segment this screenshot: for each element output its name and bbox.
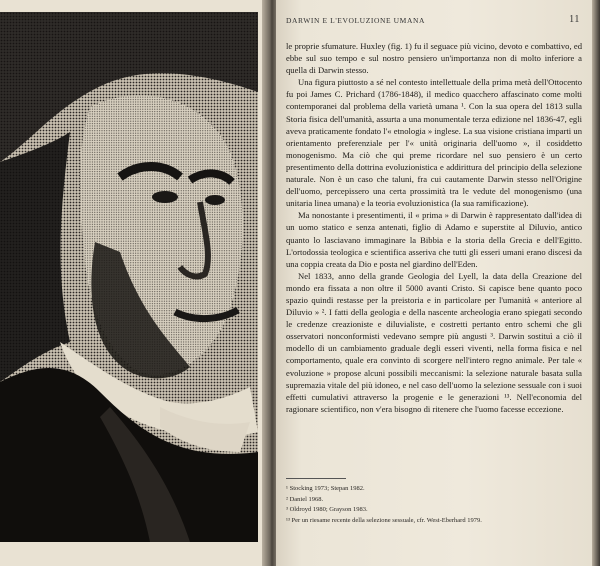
footnote: ² Daniel 1968. <box>286 495 324 503</box>
portrait-figure <box>0 12 258 542</box>
paragraph: le proprie sfumature. Huxley (fig. 1) fu il seguace più vicino, devoto e combattivo, ed ebbe sul suo tempo e sul nostro pensiero un'importanza non di molto inferiore a quella di Darwin stesso. <box>286 41 582 76</box>
page-edge <box>592 0 600 566</box>
footnote: ³ Oldroyd 1980; Grayson 1983. <box>286 506 368 514</box>
right-page <box>276 0 592 566</box>
footnote: ¹ Stocking 1973; Stepan 1982. <box>286 485 365 492</box>
page-number: 11 <box>569 14 580 25</box>
footnote: ¹³ Per un riesame recente della selezione sessuale, cfr. West-Eberhard 1979. <box>286 516 482 524</box>
footnote-rule <box>286 478 346 479</box>
paragraph: Una figura piuttosto a sé nel contesto intellettuale della prima metà dell'Ottocento fu poi James C. Prichard (1786-1848), il medico quacchero affascinato come molti contemporanei dal problema della varietà umana ¹. Con la sua opera del 1813 sulla Storia fisica dell'umanità, assurta a una monumentale terza edizione nel 1836-47, egli aveva praticamente fondato l'« etnologia » inglese. La sua visione cristiana imparti un orientamento preferenziale per l'« unità originaria dell'uomo », il cosiddetto monogenismo. Ma ciò che qui preme ricordare nel suo pensiero è un certo presentimento della dottrina evoluzionistica e addirittura del principio della selezione naturale. Non è un caso che taluni, fra cui cautamente Darwin stesso nell'Origine dell'uomo, percepissero una certa prossimità tra le vedute del monogenismo (una unitaria linea umana) e la teoria evoluzionistica (la sua ramificazione). <box>286 77 582 209</box>
running-head-title: DARWIN E L'EVOLUZIONE UMANA <box>286 16 425 25</box>
body-text <box>286 40 582 415</box>
left-page <box>0 0 268 566</box>
running-head <box>286 14 580 28</box>
paragraph: Ma nonostante i presentimenti, il « prima » di Darwin è rappresentato dall'idea di un uomo statico e senza antenati, figlio di Adamo e superstite al Diluvio, antico quanto lo lasciavano immaginare la Bibbia e la storia della Grecia e dell'Egitto. L'ortodossia teologica e scientifica asseriva che tutti gli esseri umani erano discesi da una coppia creata da Dio e posta nel giardino dell'Eden. <box>286 210 582 269</box>
footnotes <box>286 484 582 526</box>
paragraph: Nel 1833, anno della grande Geologia del Lyell, la data della Creazione del mondo era fissata a non oltre il 5000 avanti Cristo. Si capisce bene quanto poco spazio quindi restasse per la preistoria e in particolare per l'umanità « anteriore al Diluvio » ². I fatti della geologia e della nascente archeologia erano spiegati secondo le credenze creazioniste e diluvialiste, e costretti pertanto entro schemi che gli osservatori nonconformisti vedevano sempre più angusti ³. Darwin sostituì a ciò il modello di un cambiamento graduale degli esseri viventi, nella forma fisica e nel comportamento, quale era convinto di scorgere nell'intero regno animale. Per tale « evoluzione » propose alcuni possibili meccanismi: la selezione naturale basata sulla supremazia vitale del più idoneo, e nel caso dell'uomo la selezione sessuale con i suoi effetti cumulativi attraverso la progenie e le generazioni ¹³. Nell'economia del ragionare scientifico, non v'era bisogno di ritenere che l'uomo facesse eccezione. <box>286 270 582 414</box>
